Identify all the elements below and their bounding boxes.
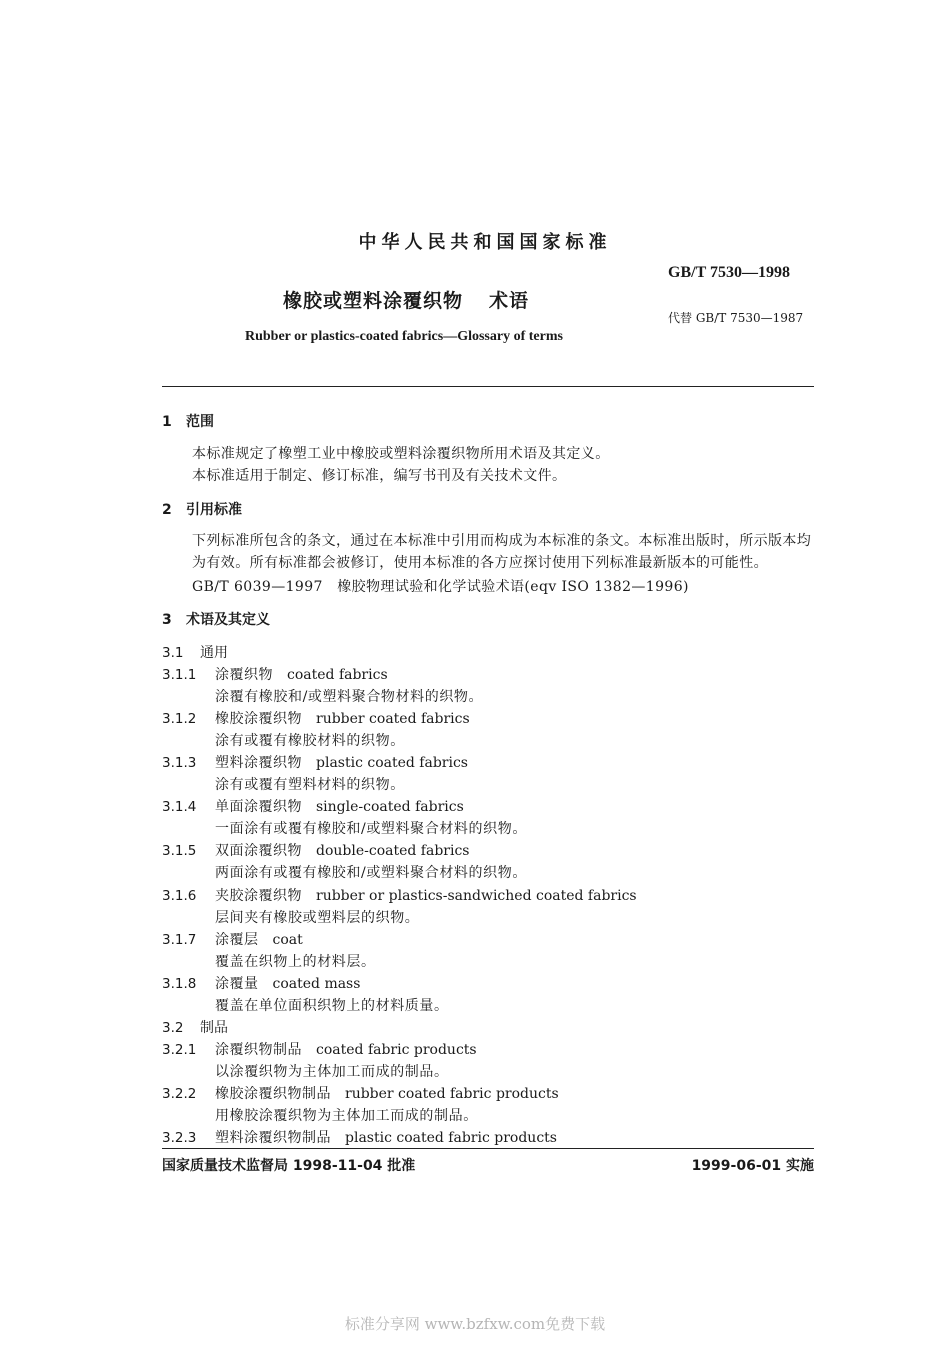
footer-divider [162,1148,814,1149]
standard-title-cn [283,286,529,313]
term-entry: 3.1.4 单面涂覆织物 single-coated fabrics [162,799,464,815]
term-definition: 用橡胶涂覆织物为主体加工而成的制品。 [215,1108,478,1124]
term-entry: 3.1.3 塑料涂覆织物 plastic coated fabrics [162,755,468,771]
paragraph: 本标准适用于制定、修订标准，编写书刊及有关技术文件。 [192,468,567,484]
term-definition: 一面涂有或覆有橡胶和/或塑料聚合材料的织物。 [215,821,527,837]
term-entry: 3.2.2 橡胶涂覆织物制品 rubber coated fabric products [162,1086,559,1102]
term-definition: 两面涂有或覆有橡胶和/或塑料聚合材料的织物。 [215,865,527,881]
effective-date: 1999-06-01 实施 [691,1158,814,1174]
national-standard-title: 中华人民共和国国家标准 [358,232,612,253]
term-entry: 3.2.1 涂覆织物制品 coated fabric products [162,1042,477,1058]
term-entry: 3.1.5 双面涂覆织物 double-coated fabrics [162,843,470,859]
standard-title-cn-main: 橡胶或塑料涂覆织物 [283,290,464,312]
standard-code: GB/T 7530—1998 [668,264,790,281]
header-divider [162,386,814,387]
term-entry: 3.1.6 夹胶涂覆织物 rubber or plastics-sandwiched coated fabrics [162,888,637,904]
standard-title-en: Rubber or plastics-coated fabrics—Glossary of terms [245,329,563,344]
subsection-heading: 3.2 制品 [162,1020,228,1036]
term-definition: 以涂覆织物为主体加工而成的制品。 [215,1064,449,1080]
term-definition: 涂有或覆有塑料材料的织物。 [215,777,405,793]
term-definition: 涂覆有橡胶和/或塑料聚合物材料的织物。 [215,689,484,705]
term-definition: 涂有或覆有橡胶材料的织物。 [215,733,405,749]
term-entry: 3.1.1 涂覆织物 coated fabrics [162,667,388,683]
section-heading: 2 引用标准 [162,502,242,518]
standard-title-cn-suffix: 术语 [489,290,530,312]
replaces-note: 代替 GB/T 7530—1987 [668,311,804,325]
approval-line: 国家质量技术监督局 1998-11-04 批准 [162,1158,416,1174]
term-entry: 3.1.2 橡胶涂覆织物 rubber coated fabrics [162,711,470,727]
term-entry: 3.1.7 涂覆层 coat [162,932,303,948]
term-entry: 3.1.8 涂覆量 coated mass [162,976,361,992]
term-definition: 覆盖在单位面积织物上的材料质量。 [215,998,449,1014]
paragraph: 下列标准所包含的条文，通过在本标准中引用而构成为本标准的条文。本标准出版时，所示版本均为有效。所有标准都会被修订，使用本标准的各方应探讨使用下列标准最新版本的可能性。 [192,533,812,571]
reference-entry: GB/T 6039—1997 橡胶物理试验和化学试验术语(eqv ISO 1382—1996) [192,579,689,595]
paragraph: 本标准规定了橡塑工业中橡胶或塑料涂覆织物所用术语及其定义。 [192,446,610,462]
term-definition: 覆盖在织物上的材料层。 [215,954,376,970]
section-heading: 3 术语及其定义 [162,612,270,628]
section-heading: 1 范围 [162,414,214,430]
term-entry: 3.2.3 塑料涂覆织物制品 plastic coated fabric products [162,1130,557,1146]
term-definition: 层间夹有橡胶或塑料层的织物。 [215,910,420,926]
watermark: 标准分享网 www.bzfxw.com免费下载 [344,1315,606,1333]
subsection-heading: 3.1 通用 [162,645,228,661]
